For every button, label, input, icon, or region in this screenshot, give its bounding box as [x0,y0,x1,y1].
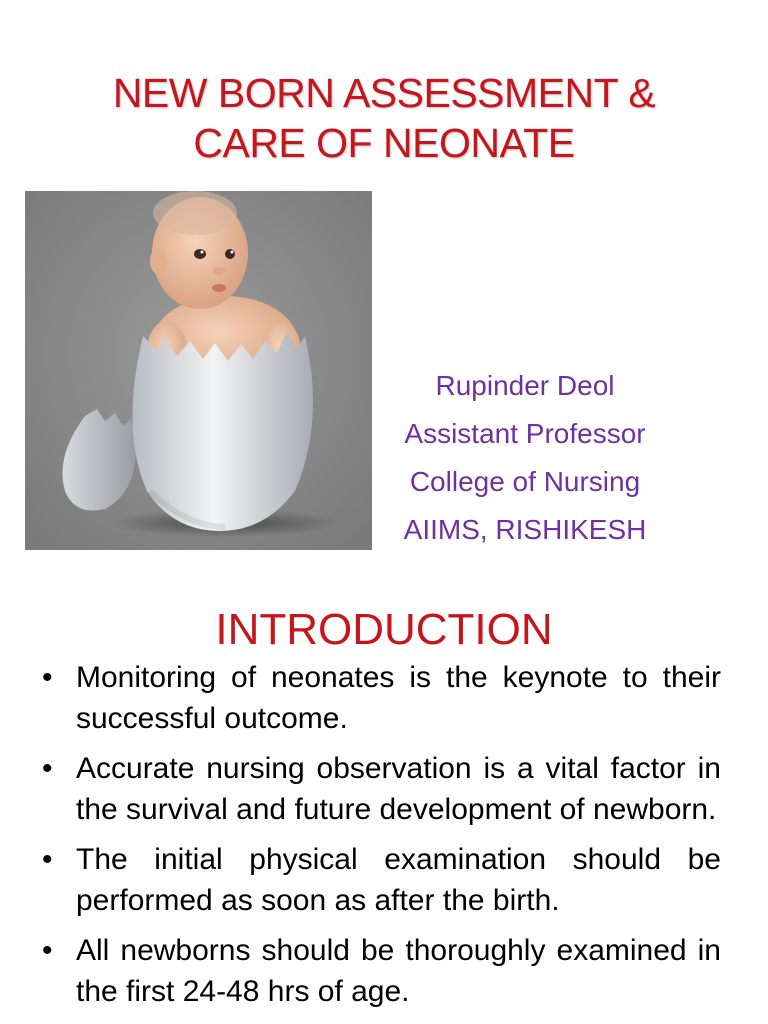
bullet-icon: • [42,752,53,785]
slide-title [0,68,768,168]
bullet-text: Accurate nursing observation is a vital factor in the survival and future development of newborn. [76,752,721,826]
introduction-bullet-list [40,657,721,1021]
author-position: Assistant Professor [404,418,646,449]
bullet-text: The initial physical examination should be performed as soon as after the birth. [76,843,721,917]
introduction-heading: INTRODUCTION [215,605,553,654]
author-department: College of Nursing [409,466,641,497]
bullet-icon: • [42,843,53,876]
bullet-item [40,748,721,830]
bullet-item [40,657,721,739]
baby-in-egg-image [25,191,372,550]
bullet-text: All newborns should be thoroughly examined in the first 24-48 hrs of age. [76,934,721,1008]
author-block [372,362,678,554]
slide-title-line-2: CARE OF NEONATE [193,120,575,166]
bullet-icon: • [42,934,53,967]
bullet-item [40,930,721,1012]
author-name: Rupinder Deol [435,370,615,401]
author-institution: AIIMS, RISHIKESH [403,514,647,545]
bullet-icon: • [42,661,53,694]
bullet-item [40,839,721,921]
bullet-text: Monitoring of neonates is the keynote to their successful outcome. [76,661,721,735]
slide-title-line-1: NEW BORN ASSESSMENT & [112,70,656,116]
